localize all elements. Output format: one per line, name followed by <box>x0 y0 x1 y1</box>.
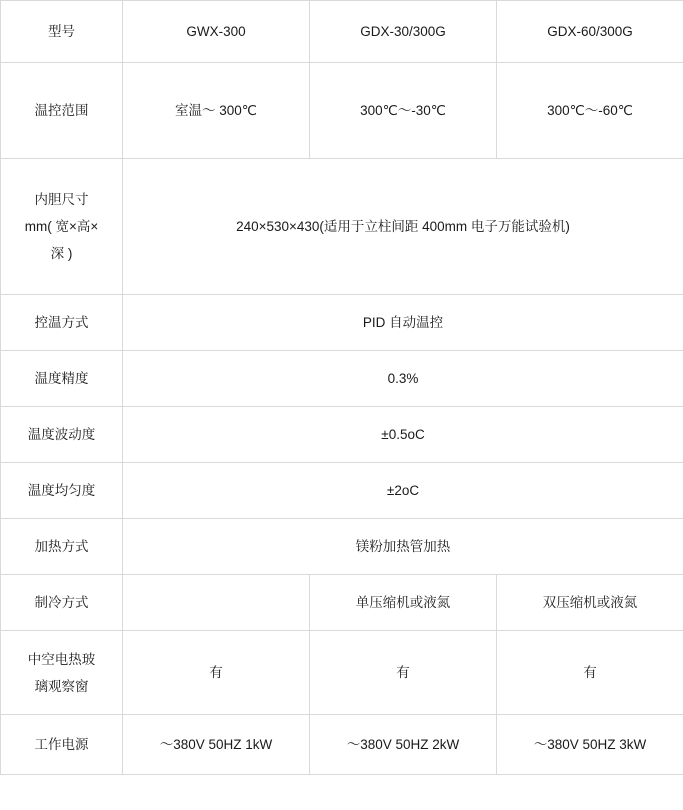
row-label-inner-size-line1: 内胆尺寸 <box>34 192 89 207</box>
row-label-temperature-range: 温控范围 <box>1 63 123 159</box>
table-row-model <box>1 1 683 63</box>
row-label-inner-size-line2: mm( 宽×高× <box>24 219 99 234</box>
row-label-observation-window <box>1 631 123 715</box>
cell-temperature-fluctuation-merged: ±0.5oC <box>123 407 683 463</box>
cell-observation-window-gdx60: 有 <box>497 631 683 715</box>
table-row-control-mode <box>1 295 683 351</box>
cell-power-supply-gdx60: ～380V 50HZ 3kW <box>497 715 683 775</box>
row-label-inner-size-line3: 深 ) <box>50 246 73 261</box>
row-label-control-mode: 控温方式 <box>1 295 123 351</box>
row-label-inner-size <box>1 159 123 295</box>
cell-temperature-uniformity-merged: ±2oC <box>123 463 683 519</box>
cell-temp-range-gdx30: 300℃～-30℃ <box>310 63 497 159</box>
table-row-heating-mode <box>1 519 683 575</box>
table-row-observation-window <box>1 631 683 715</box>
cell-heating-mode-merged: 镁粉加热管加热 <box>123 519 683 575</box>
table-row-temperature-range <box>1 63 683 159</box>
cell-model-gwx300: GWX-300 <box>123 1 310 63</box>
row-label-power-supply: 工作电源 <box>1 715 123 775</box>
row-label-temperature-fluctuation: 温度波动度 <box>1 407 123 463</box>
cell-cooling-mode-gwx300 <box>123 575 310 631</box>
cell-model-gdx60: GDX-60/300G <box>497 1 683 63</box>
cell-power-supply-gwx300: ～380V 50HZ 1kW <box>123 715 310 775</box>
cell-temp-range-gwx300: 室温～ 300℃ <box>123 63 310 159</box>
row-label-observation-window-line1: 中空电热玻 <box>27 651 96 667</box>
cell-power-supply-gdx30: ～380V 50HZ 2kW <box>310 715 497 775</box>
table-row-inner-size <box>1 159 683 295</box>
row-label-temperature-uniformity: 温度均匀度 <box>1 463 123 519</box>
table-row-cooling-mode <box>1 575 683 631</box>
cell-inner-size-merged: 240×530×430(适用于立柱间距 400mm 电子万能试验机) <box>123 159 683 295</box>
cell-temperature-accuracy-merged: 0.3% <box>123 351 683 407</box>
cell-cooling-mode-gdx60: 双压缩机或液氮 <box>497 575 683 631</box>
row-label-cooling-mode: 制冷方式 <box>1 575 123 631</box>
row-label-temperature-accuracy: 温度精度 <box>1 351 123 407</box>
table-row-temperature-accuracy <box>1 351 683 407</box>
cell-observation-window-gdx30: 有 <box>310 631 497 715</box>
row-label-model: 型号 <box>1 1 123 63</box>
cell-observation-window-gwx300: 有 <box>123 631 310 715</box>
row-label-observation-window-line2: 璃观察窗 <box>34 678 89 694</box>
table-row-temperature-uniformity <box>1 463 683 519</box>
table-row-temperature-fluctuation <box>1 407 683 463</box>
cell-control-mode-merged: PID 自动温控 <box>123 295 683 351</box>
cell-temp-range-gdx60: 300℃～-60℃ <box>497 63 683 159</box>
cell-model-gdx30: GDX-30/300G <box>310 1 497 63</box>
row-label-heating-mode: 加热方式 <box>1 519 123 575</box>
table-row-power-supply <box>1 715 683 775</box>
cell-cooling-mode-gdx30: 单压缩机或液氮 <box>310 575 497 631</box>
